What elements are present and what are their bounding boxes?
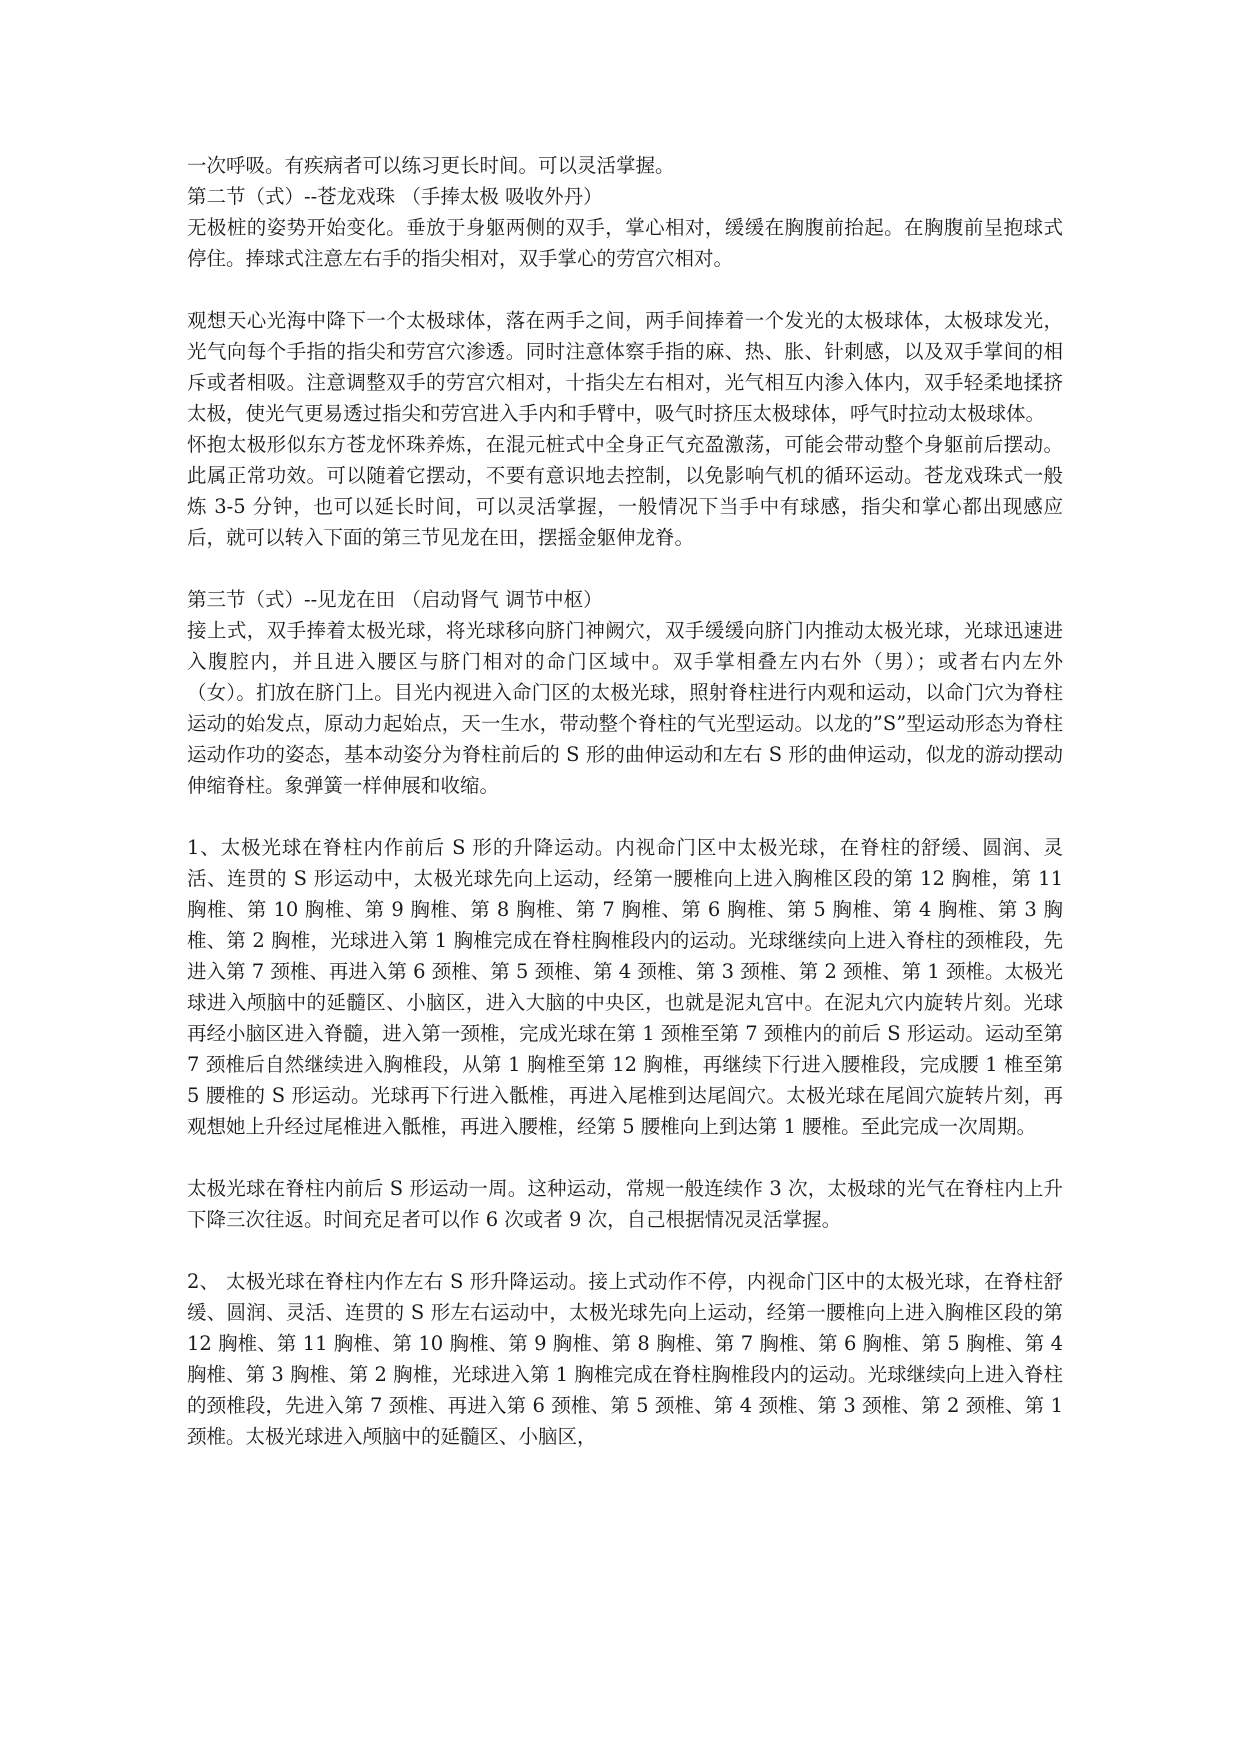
paragraph-visualization: 观想天心光海中降下一个太极球体，落在两手之间，两手间捧着一个发光的太极球体，太极球发光，光气向每个手指的指尖和劳宫穴渗透。同时注意体察手指的麻、热、胀、针刺感，以及双手掌间的相斥或者相吸。注意调整双手的劳宫穴相对，十指尖左右相对，光气相互内渗入体内，双手轻柔地揉挤太极，使光气更易透过指尖和劳宫进入手内和手臂中，吸气时挤压太极球体，呼气时拉动太极球体。 bbox=[187, 309, 1063, 425]
paragraph-cycle-summary: 太极光球在脊柱内前后 S 形运动一周。这种运动，常规一般连续作 3 次，太极球的光气在脊柱内上升下降三次往返。时间充足者可以作 6 次或者 9 次，自己根据情况灵活掌握。 bbox=[187, 1177, 1063, 1231]
paragraph-step-2: 2、 太极光球在脊柱内作左右 S 形升降运动。接上式动作不停，内视命门区中的太极光球，在脊柱舒缓、圆润、灵活、连贯的 S 形左右运动中，太极光球先向上运动，经第一腰椎向上进入胸椎区段的第 12 胸椎、第 11 胸椎、第 10 胸椎、第 9 胸椎、第 8 胸椎、第 7 胸椎、第 6 胸椎、第 5 胸椎、第 4 胸椎、第 3 胸椎、第 2 胸椎，光球进入第 1 胸椎完成在脊柱胸椎段内的运动。光球继续向上进入脊柱的颈椎段，先进入第 7 颈椎、再进入第 6 颈椎、第 5 颈椎、第 4 颈椎、第 3 颈椎、第 2 颈椎、第 1 颈椎。太极光球进入颅脑中的延髓区、小脑区， bbox=[187, 1270, 1063, 1448]
paragraph-gap bbox=[187, 553, 1063, 584]
paragraph-step-1: 1、太极光球在脊柱内作前后 S 形的升降运动。内视命门区中太极光球，在脊柱的舒缓、圆润、灵活、连贯的 S 形运动中，太极光球先向上运动，经第一腰椎向上进入胸椎区段的第 12 胸椎，第 11 胸椎、第 10 胸椎、第 9 胸椎、第 8 胸椎、第 7 胸椎、第 6 胸椎、第 5 胸椎、第 4 胸椎、第 3 胸椎、第 2 胸椎，光球进入第 1 胸椎完成在脊柱胸椎段内的运动。光球继续向上进入脊柱的颈椎段，先进入第 7 颈椎、再进入第 6 颈椎、第 5 颈椎、第 4 颈椎、第 3 颈椎、第 2 颈椎、第 1 颈椎。太极光球进入颅脑中的延髓区、小脑区，进入大脑的中央区，也就是泥丸宫中。在泥丸穴内旋转片刻。光球再经小脑区进入脊髓，进入第一颈椎，完成光球在第 1 颈椎至第 7 颈椎内的前后 S 形运动。运动至第 7 颈椎后自然继续进入胸椎段，从第 1 胸椎至第 12 胸椎，再继续下行进入腰椎段，完成腰 1 椎至第 5 腰椎的 S 形运动。光球再下行进入骶椎，再进入尾椎到达尾闾穴。太极光球在尾闾穴旋转片刻，再观想她上升经过尾椎进入骶椎，再进入腰椎，经第 5 腰椎向上到达第 1 腰椎。至此完成一次周期。 bbox=[187, 836, 1063, 1138]
section-heading-3: 第三节（式）--见龙在田 （启动肾气 调节中枢） bbox=[187, 588, 603, 611]
paragraph-gap bbox=[187, 1142, 1063, 1173]
paragraph-posture: 无极桩的姿势开始变化。垂放于身躯两侧的双手，掌心相对，缓缓在胸腹前抬起。在胸腹前呈抱球式停住。捧球式注意左右手的指尖相对，双手掌心的劳宫穴相对。 bbox=[187, 216, 1063, 270]
paragraph-gap bbox=[187, 801, 1063, 832]
paragraph-dragon-field: 接上式，双手捧着太极光球，将光球移向脐门神阙穴，双手缓缓向脐门内推动太极光球，光球迅速进入腹腔内，并且进入腰区与脐门相对的命门区域中。双手掌相叠左内右外（男）；或者右内左外（女）。扪放在脐门上。目光内视进入命门区的太极光球，照射脊柱进行内观和运动，以命门穴为脊柱运动的始发点，原动力起始点，天一生水，带动整个脊柱的气光型运动。以龙的”S”型运动形态为脊柱运动作功的姿态，基本动姿分为脊柱前后的 S 形的曲伸运动和左右 S 形的曲伸运动，似龙的游动摆动伸缩脊柱。象弹簧一样伸展和收缩。 bbox=[187, 619, 1063, 797]
paragraph-gap bbox=[187, 274, 1063, 305]
section-heading-2: 第二节（式）--苍龙戏珠 （手捧太极 吸收外丹） bbox=[187, 185, 603, 208]
paragraph-continuation: 一次呼吸。有疾病者可以练习更长时间。可以灵活掌握。 bbox=[187, 154, 675, 177]
document-page bbox=[187, 150, 1063, 1452]
paragraph-gap bbox=[187, 1235, 1063, 1266]
paragraph-dragon-pearl: 怀抱太极形似东方苍龙怀珠养炼，在混元桩式中全身正气充盈激荡，可能会带动整个身躯前后摆动。此属正常功效。可以随着它摆动，不要有意识地去控制，以免影响气机的循环运动。苍龙戏珠式一般炼 3-5 分钟，也可以延长时间，可以灵活掌握，一般情况下当手中有球感，指尖和掌心都出现感应后，就可以转入下面的第三节见龙在田，摆摇金躯伸龙脊。 bbox=[187, 433, 1063, 549]
